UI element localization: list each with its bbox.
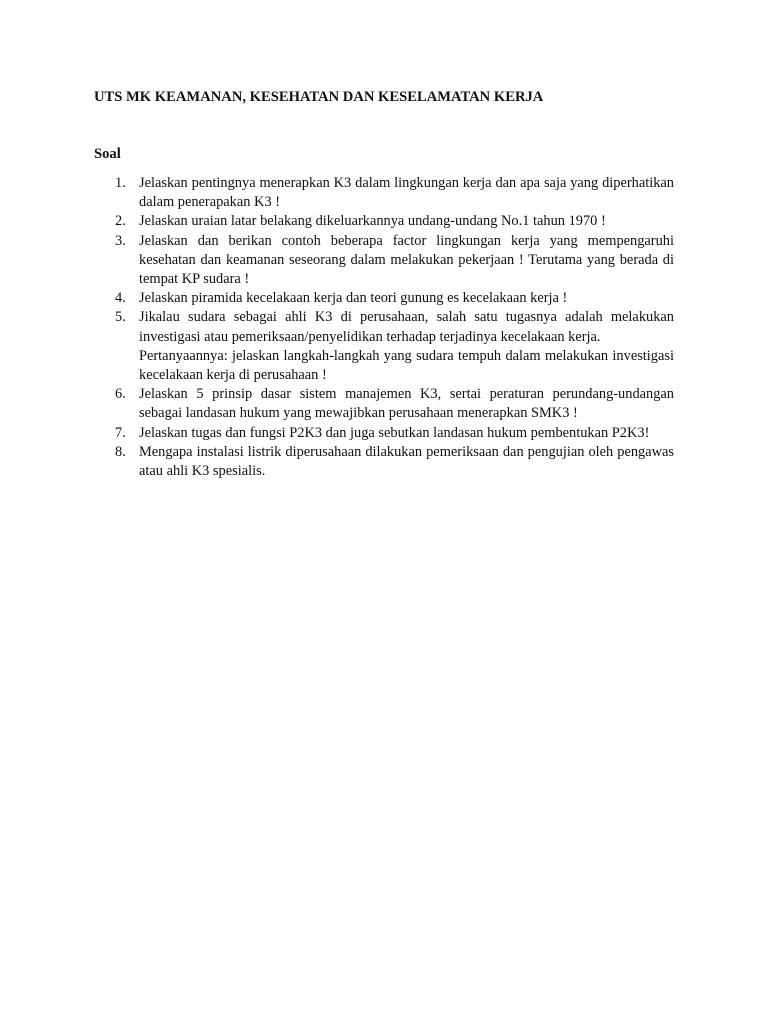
question-number (94, 174, 139, 193)
question-number (94, 232, 139, 251)
question-number-label: 4. (115, 290, 126, 307)
question-item (94, 424, 674, 443)
question-paragraph: Jelaskan pentingnya menerapkan K3 dalam lingkungan kerja dan apa saja yang diperhatikan dalam penerapakan K3 ! (139, 175, 674, 211)
question-item (94, 232, 674, 290)
question-paragraph: Jelaskan tugas dan fungsi P2K3 dan juga sebutkan landasan hukum pembentukan P2K3! (139, 424, 650, 441)
question-list (94, 174, 674, 481)
question-number-label: 1. (115, 175, 126, 191)
question-text (139, 308, 674, 385)
question-number (94, 424, 139, 443)
question-item (94, 289, 674, 308)
question-text (139, 174, 674, 212)
question-number-label: 7. (115, 424, 126, 441)
question-number-label: 2. (115, 213, 126, 230)
question-item (94, 308, 674, 385)
question-number (94, 385, 139, 404)
question-item (94, 212, 674, 231)
question-number-label: 3. (115, 232, 126, 249)
document-title: UTS MK KEAMANAN, KESEHATAN DAN KESELAMATAN KERJA (94, 89, 544, 105)
question-text (139, 385, 674, 423)
question-text (139, 232, 674, 290)
question-paragraph: Jelaskan uraian latar belakang dikeluarkannya undang-undang No.1 tahun 1970 ! (139, 213, 606, 230)
question-text (139, 212, 674, 231)
question-text (139, 424, 674, 443)
question-number (94, 289, 139, 308)
question-paragraph: Pertanyaannya: jelaskan langkah-langkah yang sudara tempuh dalam melakukan investigasi kecelakaan kerja di perusahaan ! (139, 347, 674, 384)
question-paragraph: Jikalau sudara sebagai ahli K3 di perusahaan, salah satu tugasnya adalah melakukan investigasi atau pemeriksaan/penyelidikan terhadap terjadinya kecelakaan kerja. (139, 309, 674, 345)
question-text (139, 443, 674, 481)
question-number (94, 443, 139, 462)
question-number (94, 212, 139, 231)
question-number (94, 308, 139, 327)
question-item (94, 385, 674, 423)
question-item (94, 174, 674, 212)
question-paragraph: Jelaskan piramida kecelakaan kerja dan teori gunung es kecelakaan kerja ! (139, 290, 568, 307)
question-number-label: 6. (115, 386, 126, 403)
question-paragraph: Jelaskan dan berikan contoh beberapa factor lingkungan kerja yang mempengaruhi kesehatan dan keamanan seseorang dalam melakukan pekerjaan ! Terutama yang berada di tempat KP sudara ! (139, 232, 674, 288)
question-item (94, 443, 674, 481)
question-number-label: 5. (115, 309, 126, 326)
section-heading: Soal (94, 146, 121, 162)
question-paragraph: Mengapa instalasi listrik diperusahaan dilakukan pemeriksaan dan pengujian oleh pengawas atau ahli K3 spesialis. (139, 443, 674, 480)
question-paragraph: Jelaskan 5 prinsip dasar sistem manajemen K3, sertai peraturan perundang-undangan sebagai landasan hukum yang mewajibkan perusahaan menerapkan SMK3 ! (139, 386, 674, 422)
question-number-label: 8. (115, 443, 126, 460)
question-text (139, 289, 674, 308)
